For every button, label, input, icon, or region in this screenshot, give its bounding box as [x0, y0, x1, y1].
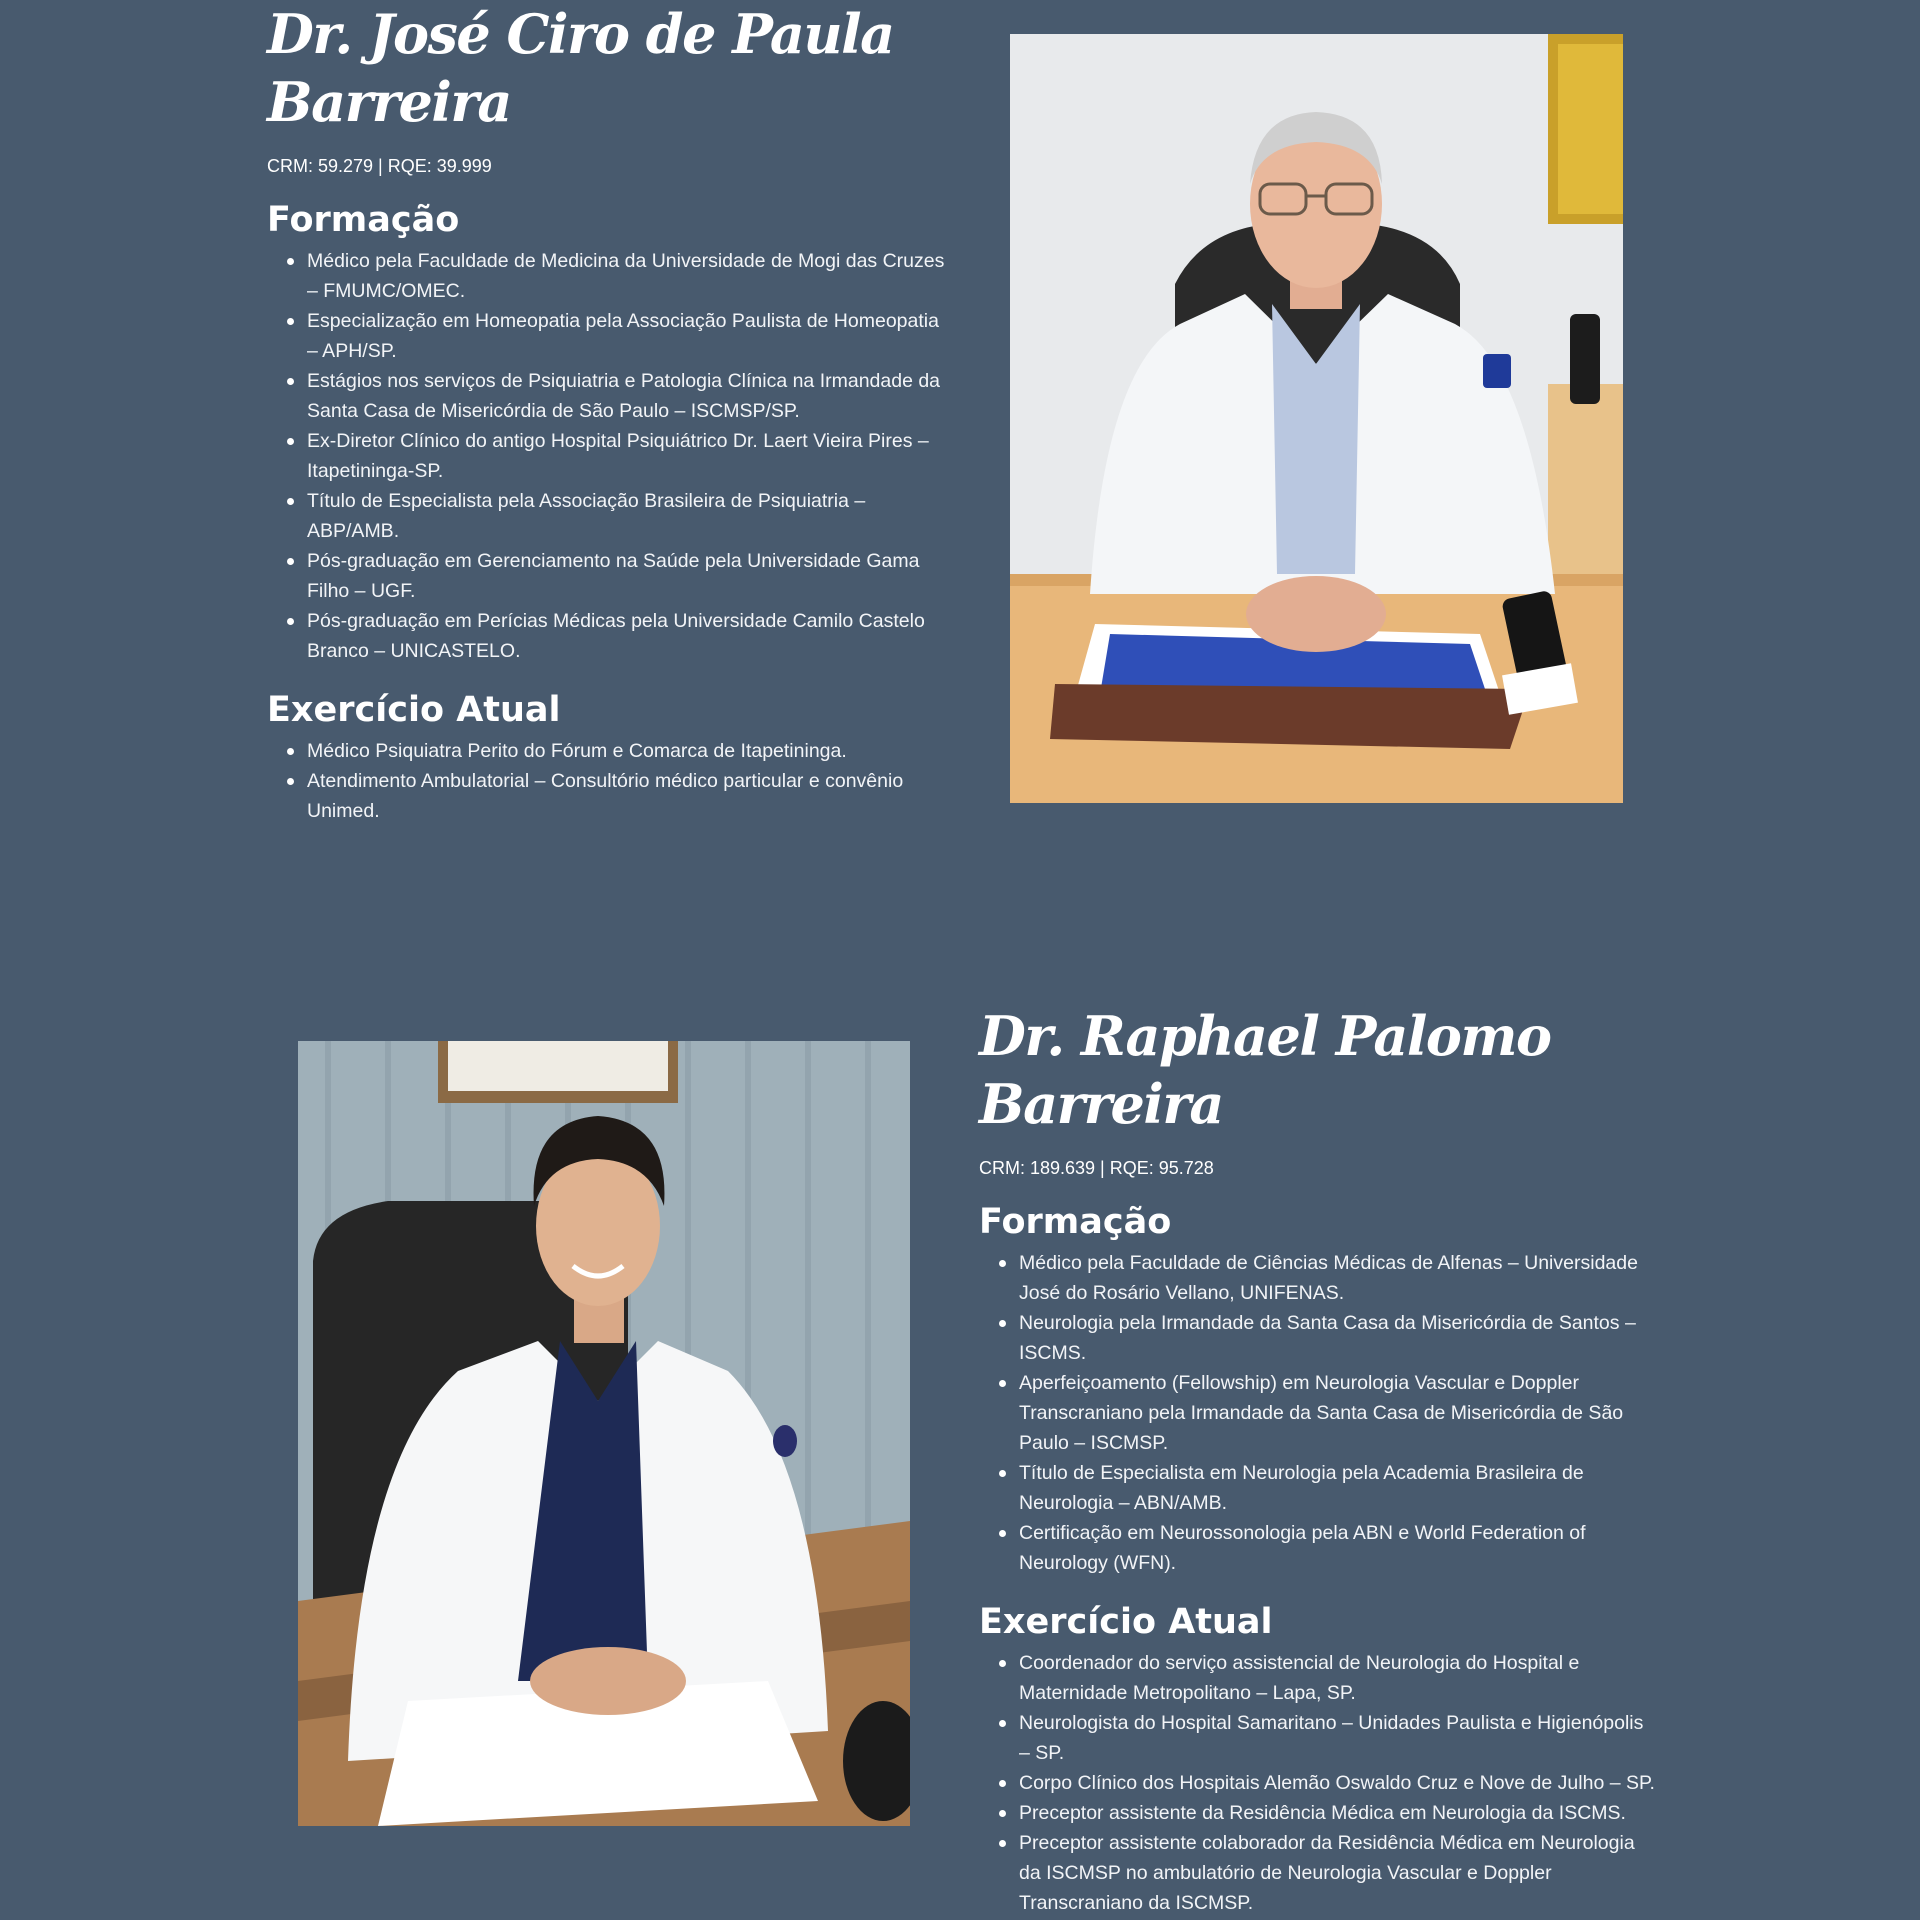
- doctor-2-exercicio-heading: Exercício Atual: [979, 1602, 1273, 1642]
- doctor-portrait-photo-icon: [1010, 34, 1623, 803]
- list-item: Neurologia pela Irmandade da Santa Casa da Misericórdia de Santos – ISCMS.: [1019, 1308, 1659, 1368]
- doctor-2-credentials: CRM: 189.639 | RQE: 95.728: [979, 1158, 1214, 1178]
- doctor-2-formacao-heading: Formação: [979, 1202, 1172, 1242]
- doctor-1-name-line1: Dr. José Ciro de Paula: [267, 2, 894, 66]
- doctor-1-photo: [1010, 34, 1623, 803]
- list-item: Pós-graduação em Gerenciamento na Saúde pela Universidade Gama Filho – UGF.: [307, 546, 947, 606]
- doctor-portrait-photo-icon: [298, 1041, 910, 1826]
- list-item: Aperfeiçoamento (Fellowship) em Neurologia Vascular e Doppler Transcraniano pela Irmandade da Santa Casa de Misericórdia de São Paulo – ISCMSP.: [1019, 1368, 1659, 1458]
- list-item: Neurologista do Hospital Samaritano – Unidades Paulista e Higienópolis – SP.: [1019, 1708, 1659, 1768]
- list-item: Título de Especialista em Neurologia pela Academia Brasileira de Neurologia – ABN/AMB.: [1019, 1458, 1659, 1518]
- list-item: Especialização em Homeopatia pela Associação Paulista de Homeopatia – APH/SP.: [307, 306, 947, 366]
- doctor-1-formacao-heading: Formação: [267, 200, 460, 240]
- doctor-1-bio: [267, 0, 947, 826]
- doctor-1-name: [267, 0, 947, 136]
- list-item: Médico pela Faculdade de Medicina da Universidade de Mogi das Cruzes – FMUMC/OMEC.: [307, 246, 947, 306]
- list-item: Atendimento Ambulatorial – Consultório médico particular e convênio Unimed.: [307, 766, 947, 826]
- list-item: Preceptor assistente colaborador da Residência Médica em Neurologia da ISCMSP no ambulatório de Neurologia Vascular e Doppler Transcraniano da ISCMSP.: [1019, 1828, 1659, 1918]
- doctor-1-exercicio-list: [267, 736, 947, 826]
- doctor-2-bio: [979, 1002, 1659, 1918]
- doctor-2-name: [979, 1002, 1659, 1138]
- list-item: Médico Psiquiatra Perito do Fórum e Comarca de Itapetininga.: [307, 736, 947, 766]
- doctor-1-name-line2: Barreira: [267, 70, 511, 134]
- list-item: Preceptor assistente da Residência Médica em Neurologia da ISCMS.: [1019, 1798, 1659, 1828]
- doctor-2-exercicio-list: [979, 1648, 1659, 1918]
- doctor-2-formacao-list: [979, 1248, 1659, 1578]
- list-item: Ex-Diretor Clínico do antigo Hospital Psiquiátrico Dr. Laert Vieira Pires – Itapetininga-SP.: [307, 426, 947, 486]
- doctor-1-exercicio-heading: Exercício Atual: [267, 690, 561, 730]
- doctor-2-name-line1: Dr. Raphael Palomo Barreira: [979, 1004, 1551, 1136]
- list-item: Pós-graduação em Perícias Médicas pela Universidade Camilo Castelo Branco – UNICASTELO.: [307, 606, 947, 666]
- list-item: Coordenador do serviço assistencial de Neurologia do Hospital e Maternidade Metropolitano – Lapa, SP.: [1019, 1648, 1659, 1708]
- doctor-2-photo: [298, 1041, 910, 1826]
- list-item: Certificação em Neurossonologia pela ABN e World Federation of Neurology (WFN).: [1019, 1518, 1659, 1578]
- list-item: Corpo Clínico dos Hospitais Alemão Oswaldo Cruz e Nove de Julho – SP.: [1019, 1768, 1659, 1798]
- list-item: Médico pela Faculdade de Ciências Médicas de Alfenas – Universidade José do Rosário Vellano, UNIFENAS.: [1019, 1248, 1659, 1308]
- doctor-1-formacao-list: [267, 246, 947, 666]
- doctor-1-credentials: CRM: 59.279 | RQE: 39.999: [267, 156, 492, 176]
- list-item: Título de Especialista pela Associação Brasileira de Psiquiatria – ABP/AMB.: [307, 486, 947, 546]
- list-item: Estágios nos serviços de Psiquiatria e Patologia Clínica na Irmandade da Santa Casa de Misericórdia de São Paulo – ISCMSP/SP.: [307, 366, 947, 426]
